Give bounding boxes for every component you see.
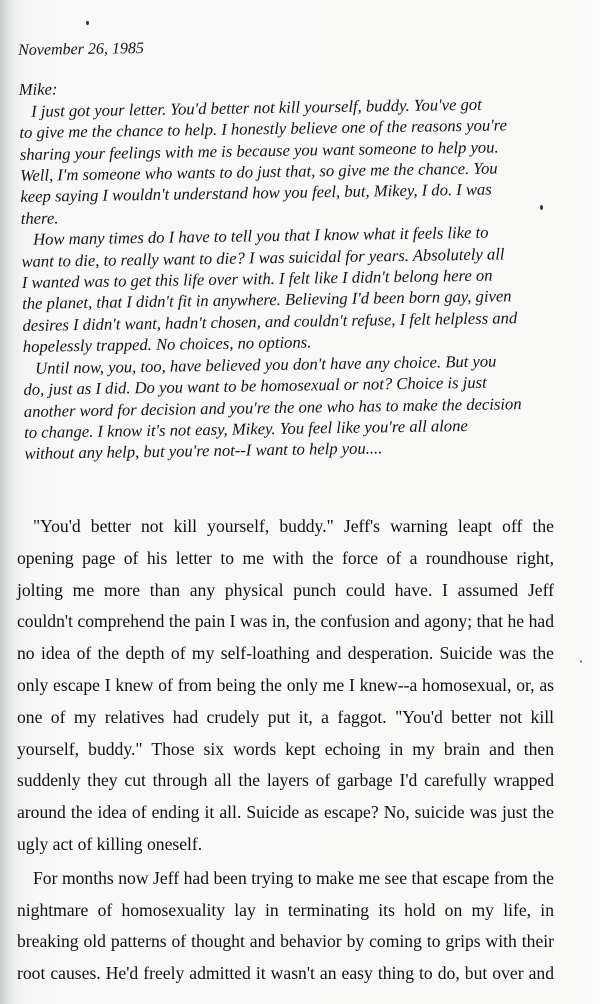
letter-line: keep saying I wouldn't understand how you feel, but, Mikey, I do. I was	[20, 180, 492, 207]
letter-date: November 26, 1985	[18, 40, 145, 59]
body-line: nightmare of homosexuality lay in terminating its hold on my life, in	[17, 899, 554, 920]
letter-line: sharing your feelings with me is because you want someone to help you.	[19, 137, 499, 164]
letter-line: Until now, you, too, have believed you don't have any choice. But you	[35, 351, 497, 378]
letter-paragraph-2	[21, 221, 571, 358]
body-line: jolting me more than any physical punch could have. I assumed Jeff	[17, 579, 554, 600]
letter-line: I wanted was to get this life over with. I felt like I didn't belong here on	[21, 265, 493, 293]
letter-line: hopelessly trapped. No choices, no options.	[22, 332, 312, 357]
letter-line: to change. I know it's not easy, Mikey. You feel like you're all alone	[24, 415, 468, 442]
body-line: around the idea of ending it all. Suicide as escape? No, suicide was just the	[17, 802, 554, 823]
letter-line: How many times do I have to tell you that I know what it feels like to	[32, 222, 489, 250]
letter-line: to give me the chance to help. I honestly believe one of the reasons you're	[19, 115, 508, 143]
body-line: one of my relatives had crudely put it, a faggot. "You'd better not kill	[17, 706, 554, 727]
letter-line: another word for decision and you're the one who has to make the decision	[23, 393, 522, 421]
letter-line: want to die, to really want to die? I was suicidal for years. Absolutely all	[21, 244, 505, 271]
scan-speck	[86, 21, 89, 25]
body-line: only escape I knew of from being the only me I knew--a homosexual, or, as	[17, 674, 554, 695]
letter-paragraph-3	[23, 349, 573, 465]
body-paragraph-2	[17, 863, 554, 990]
body-text	[17, 511, 554, 990]
body-line: For months now Jeff had been trying to make me see that escape from the	[33, 867, 554, 888]
body-line: breaking old patterns of thought and behavior by coming to grips with their	[17, 931, 554, 952]
body-line: "You'd better not kill yourself, buddy." Jeff's warning leapt off the	[33, 516, 554, 536]
letter-paragraph-1	[19, 92, 569, 229]
body-line: ugly act of killing oneself.	[17, 833, 203, 854]
letter-salutation: Mike:	[18, 79, 58, 100]
letter-line: Well, I'm someone who wants to do just that, so give me the chance. You	[19, 158, 498, 186]
body-line: couldn't comprehend the pain I was in, the confusion and agony; that he had	[17, 611, 554, 632]
body-line: root causes. He'd freely admitted it wasn't an easy thing to do, but over and	[17, 963, 554, 984]
body-line: no idea of the depth of my self-loathing and desperation. Suicide was the	[17, 643, 554, 664]
quoted-letter	[18, 31, 573, 464]
letter-line: I just got your letter. You'd better not kill yourself, buddy. You've got	[30, 94, 482, 121]
body-line: yourself, buddy." Those six words kept echoing in my brain and then	[17, 738, 554, 759]
body-paragraph-1	[17, 511, 554, 861]
letter-line: there.	[20, 208, 59, 228]
scan-speck	[580, 660, 582, 663]
letter-line: without any help, but you're not--I want to help you....	[24, 438, 383, 464]
body-line: opening page of his letter to me with the force of a roundhouse right,	[17, 547, 554, 568]
letter-line: desires I didn't want, hadn't chosen, and couldn't refuse, I felt helpless and	[22, 308, 518, 335]
body-line: suddenly they cut through all the layers of garbage I'd carefully wrapped	[17, 770, 554, 791]
letter-line: the planet, that I didn't fit in anywhere. Believing I'd been born gay, given	[21, 286, 512, 314]
letter-line: do, just as I did. Do you want to be homosexual or not? Choice is just	[23, 372, 487, 400]
scan-speck	[540, 205, 543, 210]
